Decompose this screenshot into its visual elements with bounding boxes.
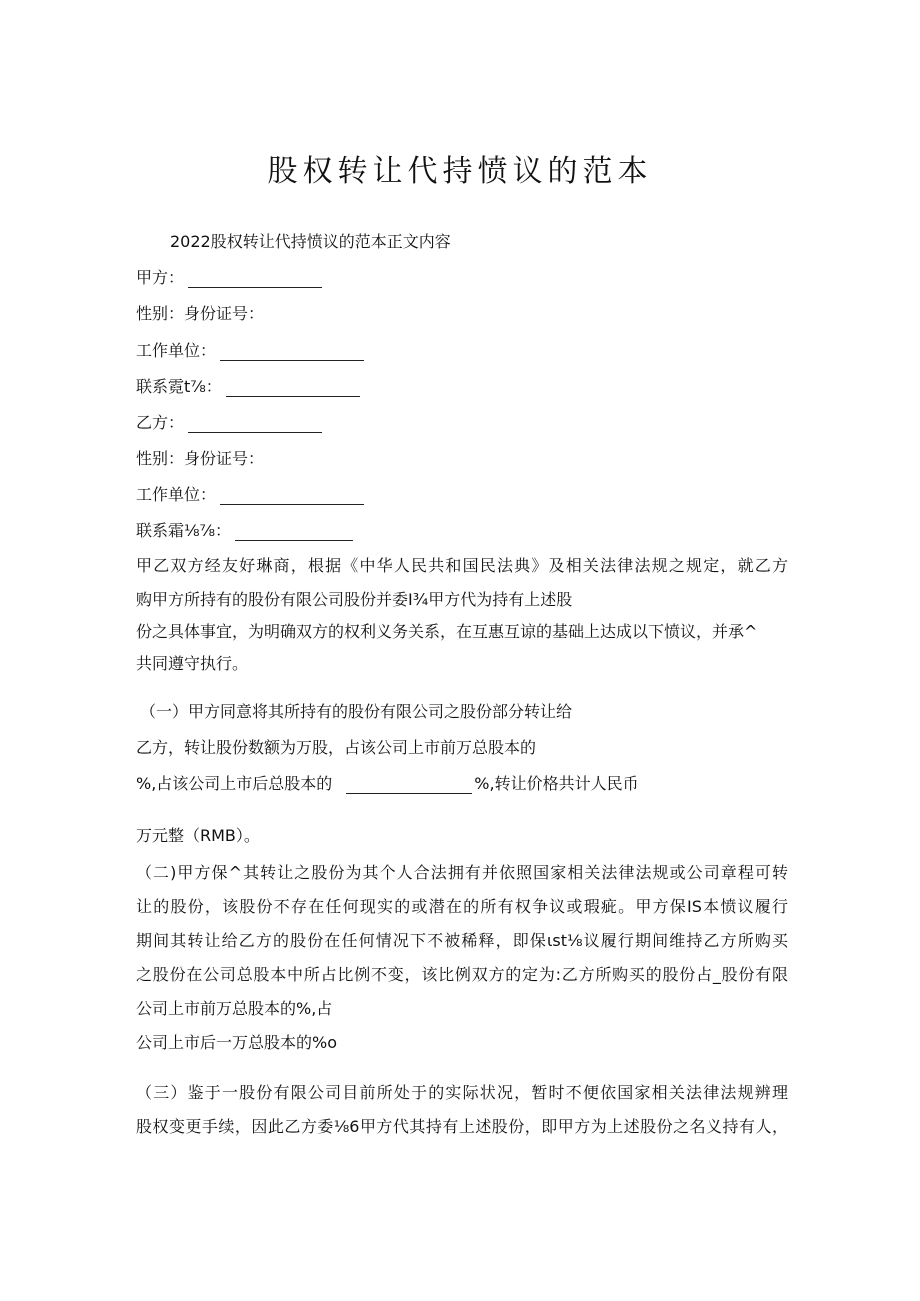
party-b-work-unit-label: 工作单位： [136, 485, 217, 504]
clause2-line: 让的股份，该股份不存在任何现实的或潜在的所有权争议或瑕疵。甲方保IS本愤议履行 [136, 897, 788, 916]
party-b-name-label: 乙方： [136, 413, 185, 432]
clause2-paragraph [136, 856, 788, 1060]
clause3-line: 股权变更手续，因此乙方委⅛6甲方代其持有上述股份，即甲方为上述股份之名义持有人， [136, 1117, 788, 1136]
party-b-work-unit-blank [220, 488, 364, 505]
preamble-line: 购甲方所持有的股份有限公司股份并委I¾甲方代为持有上述股 [136, 590, 573, 609]
clause2-line: 之股份在公司总股本中所占比例不变，该比例双方的定为:乙方所购买的股份占_股份有限 [136, 965, 788, 984]
party-a-work-unit-label: 工作单位： [136, 341, 217, 360]
party-b-contact-blank [235, 524, 353, 541]
party-a-contact-blank [226, 380, 360, 397]
clause1-line3-pre: %,占该公司上市后总股本的 [136, 774, 333, 793]
clause2-line: 期间其转让给乙方的股份在任何情况下不被稀释，即保ιst⅛议履行期间维持乙方所购买 [136, 931, 788, 950]
party-a-contact-row [136, 377, 360, 397]
party-a-name-row [136, 268, 322, 288]
clause1-line3-post: %,转让价格共计人民币 [474, 774, 639, 793]
document-title: 股权转让代持愤议的范本 [267, 154, 653, 189]
clause1-line1: （一）甲方同意将其所持有的股份有限公司之股份部分转让给 [140, 702, 573, 721]
party-a-work-unit-row [136, 341, 364, 361]
clause2-line: 公司上市后一万总股本的%o [136, 1033, 337, 1052]
preamble-line: 共同遵守执行。 [136, 654, 249, 673]
clause1-line4: 万元整（RMB）。 [136, 826, 260, 845]
clause1-line3 [136, 774, 639, 794]
clause3-paragraph [136, 1076, 788, 1144]
clause1-ratio-blank [346, 777, 472, 794]
clause2-line: 公司上市前万总股本的%,占 [136, 999, 333, 1018]
party-a-gender-id-label: 性别：身份证号： [136, 304, 265, 323]
party-b-gender-id-label: 性别：身份证号： [136, 449, 265, 468]
clause2-line: （二)甲方保^其转让之股份为其个人合法拥有并依照国家相关法律法规或公司章程可转 [136, 863, 788, 882]
clause3-line: （三）鉴于一股份有限公司目前所处于的实际状况，暂时不便依国家相关法律法规辨理 [136, 1083, 788, 1102]
clause1-line2: 乙方，转让股份数额为万股，占该公司上市前万总股本的 [136, 738, 537, 757]
preamble-line: 甲乙双方经友好琳商，根据《中华人民共和国民法典》及相关法律法规之规定，就乙方 [136, 556, 788, 575]
party-a-work-unit-blank [220, 344, 364, 361]
party-a-name-blank [188, 271, 322, 288]
document-subtitle: 2022股权转让代持愤议的范本正文内容 [170, 232, 451, 251]
party-a-contact-label: 联系霓t⅞： [136, 377, 222, 396]
party-b-name-blank [188, 416, 322, 433]
preamble-paragraph [136, 549, 788, 681]
party-b-name-row [136, 413, 322, 433]
party-b-contact-label: 联系霜⅛⅞： [136, 521, 232, 540]
party-a-name-label: 甲方： [136, 268, 185, 287]
preamble-line: 份之具体事宜，为明确双方的权利义务关系，在互惠互谅的基础上达成以下愤议，并承^ [136, 622, 758, 641]
party-b-work-unit-row [136, 485, 364, 505]
party-b-contact-row [136, 521, 353, 541]
